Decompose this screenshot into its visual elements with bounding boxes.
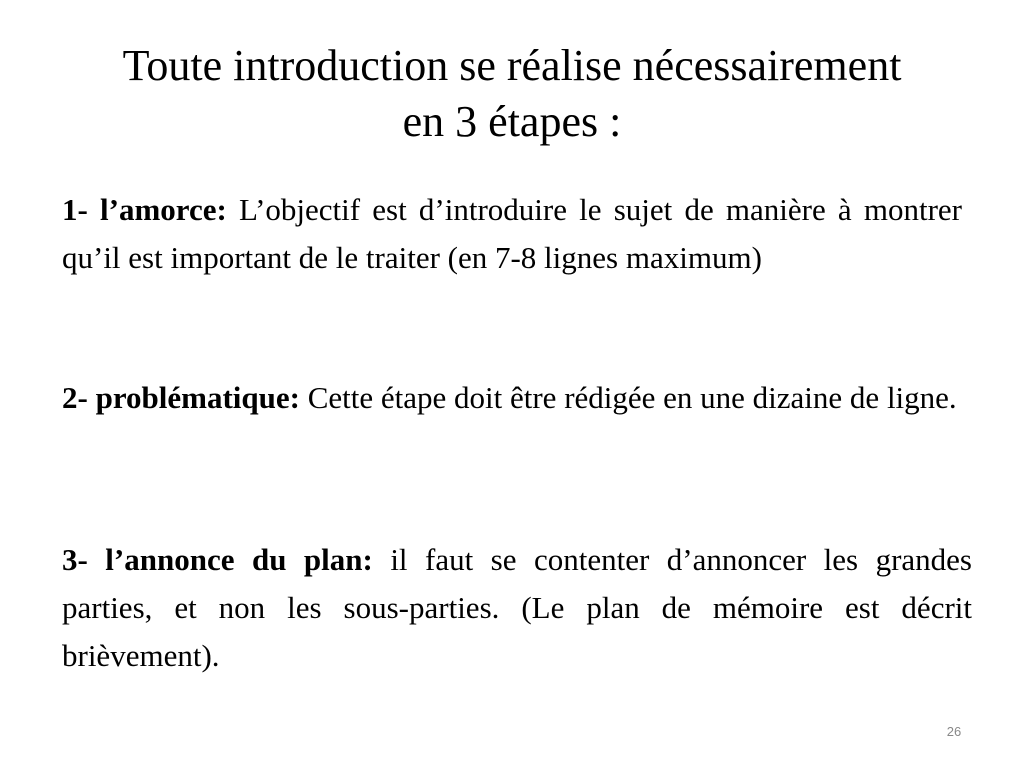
step-amorce-label: 1- l’amorce: [62, 192, 227, 227]
step-problematique-label: 2- problématique: [62, 380, 300, 415]
step-problematique [62, 374, 972, 422]
step-annonce-du-plan-label: 3- l’annonce du plan: [62, 542, 373, 577]
step-amorce [62, 186, 962, 282]
slide-number: 26 [946, 724, 962, 739]
step-annonce-du-plan-text: il faut se contenter d’annoncer les grandes parties, et non les sous-parties. (Le plan de mémoire est décrit brièvement). [62, 542, 972, 673]
slide-title-line-2: en 3 étapes : [402, 97, 622, 146]
slide-title-line-1: Toute introduction se réalise nécessairement [122, 41, 902, 90]
step-annonce-du-plan [62, 536, 972, 680]
slide-title [40, 38, 984, 150]
step-problematique-text: Cette étape doit être rédigée en une dizaine de ligne. [307, 380, 957, 415]
step-amorce-text: L’objectif est d’introduire le sujet de manière à montrer qu’il est important de le traiter (en 7-8 lignes maximum) [62, 192, 962, 275]
